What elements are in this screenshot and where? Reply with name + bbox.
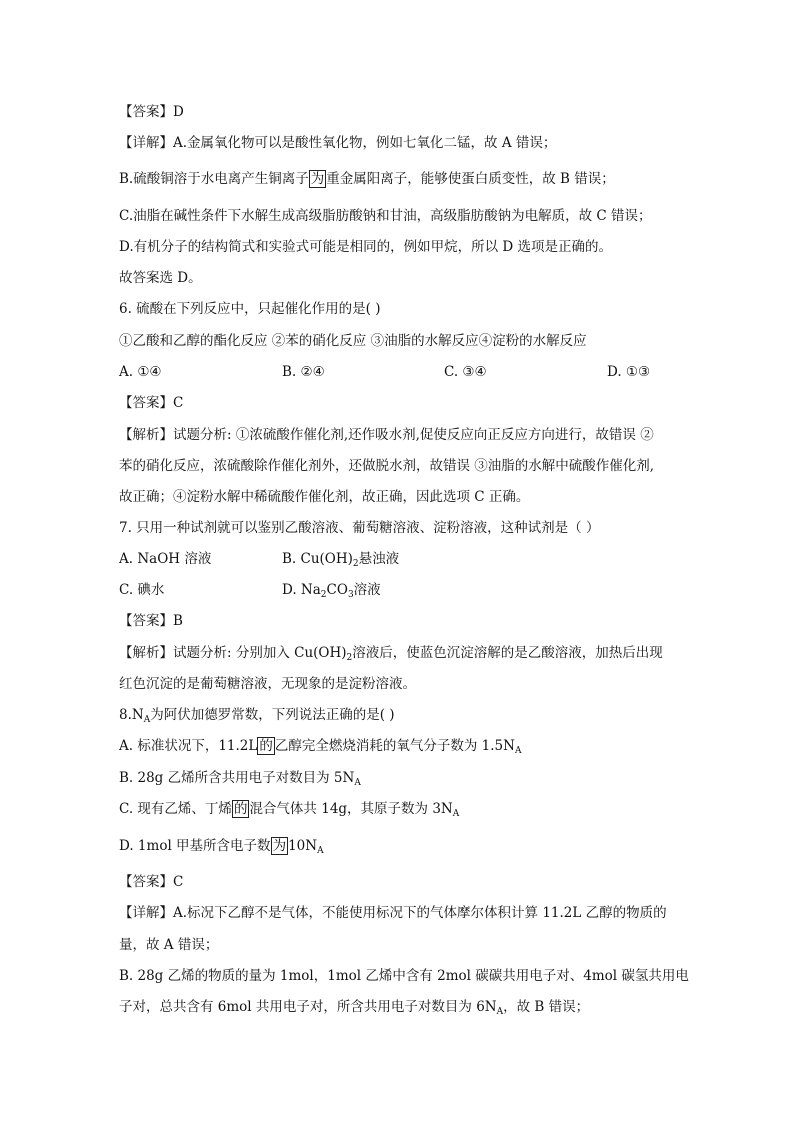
q8-stem-pre: 8.N (119, 707, 144, 723)
q8-option-a (119, 737, 521, 755)
q8-a-sub: A (514, 746, 522, 756)
q7-option-c: C. 碘水 (119, 582, 165, 598)
q8-detail-4 (119, 998, 589, 1016)
q5-detail-d: D.有机分子的结构简式和实验式可能是相同的，例如甲烷，所以 D 选项是正确的。 (119, 239, 613, 255)
q5-detail-b (119, 170, 615, 188)
q8-stem-sub: A (143, 715, 151, 725)
q8-d4-sub: A (496, 1007, 504, 1017)
q8-d-boxed-char: 为 (272, 838, 287, 854)
q7-d-mid: CO (326, 582, 348, 598)
q8-stem-post: 为阿伏加德罗常数，下列说法正确的是( ) (150, 707, 395, 723)
q8-d-post: 10N (288, 838, 318, 854)
q8-c-pre: C. 现有乙烯、丁烯 (119, 801, 232, 817)
q8-option-b (119, 769, 361, 787)
q8-d-sub: A (317, 846, 324, 856)
q7-stem: 7. 只用一种试剂就可以鉴别乙酸溶液、葡萄糖溶液、淀粉溶液，这种试剂是（ ） (119, 520, 600, 536)
q5-answer: 【答案】D (119, 104, 184, 120)
q8-a-boxed-char: 的 (259, 738, 273, 754)
q7-answer: 【答案】B (119, 613, 183, 629)
q8-detail-1: 【详解】A.标况下乙醇不是气体，不能使用标况下的气体摩尔体积计算 11.2L 乙醇的物质的 (119, 905, 667, 921)
q7-analysis-1 (119, 644, 663, 662)
q7-d-pre: D. Na (282, 582, 321, 598)
q6-stem: 6. 硫酸在下列反应中，只起催化作用的是( ) (119, 301, 381, 317)
q5-detail-c: C.油脂在碱性条件下水解生成高级脂肪酸钠和甘油，高级脂肪酸钠为电解质，故 C 错误； (119, 208, 652, 224)
q7-an-pre: 【解析】试题分析: 分别加入 Cu(OH) (119, 645, 347, 661)
q6-analysis-2: 苯的硝化反应，浓硫酸除作催化剂外，还做脱水剂，故错误 ③油脂的水解中硫酸作催化剂, (119, 458, 655, 474)
q5-detail-a: 【详解】A.金属氧化物可以是酸性氧化物，例如七氧化二锰，故 A 错误； (119, 135, 557, 151)
q5-b-post: 重金属阳离子，能够使蛋白质变性，故 B 错误； (326, 171, 615, 187)
q5-b-boxed-char: 为 (310, 171, 325, 187)
q7-d-sub2: 3 (347, 590, 354, 600)
q5-conclusion: 故答案选 D。 (119, 270, 202, 286)
q6-option-d: D. ①③ (607, 364, 651, 380)
q8-answer: 【答案】C (119, 874, 184, 890)
q8-d4-pre: 子对，总共含有 6mol 共用电子对，所含共用电子对数目为 6N (119, 999, 497, 1015)
q8-c-boxed-char: 的 (233, 801, 248, 817)
q6-items: ①乙酸和乙醇的酯化反应 ②苯的硝化反应 ③油脂的水解反应④淀粉的水解反应 (119, 333, 587, 349)
q7-b-pre: B. Cu(OH) (282, 551, 353, 567)
q6-analysis-1: 【解析】试题分析: ①浓硫酸作催化剂,还作吸水剂,促使反应向正反应方向进行，故错误 ② (119, 427, 654, 443)
q7-option-d (282, 581, 381, 599)
q8-stem (119, 706, 395, 724)
q8-a-post: 乙醇完全燃烧消耗的氧气分子数为 1.5N (274, 738, 515, 754)
q7-analysis-2: 红色沉淀的是葡萄糖溶液，无现象的是淀粉溶液。 (119, 676, 416, 692)
q7-b-post: 悬浊液 (358, 551, 400, 567)
q7-d-post: 溶液 (353, 582, 381, 598)
q8-d4-post: ，故 B 错误； (503, 999, 590, 1015)
q8-detail-2: 量，故 A 错误； (119, 937, 219, 953)
q6-option-c: C. ③④ (444, 364, 487, 380)
q8-option-d (119, 837, 324, 855)
q7-b-sub: 2 (352, 559, 359, 569)
q6-analysis-3: 故正确；④淀粉水解中稀硫酸作催化剂，故正确，因此选项 C 正确。 (119, 489, 530, 505)
q6-option-b: B. ②④ (282, 364, 325, 380)
q6-option-a: A. ①④ (119, 364, 162, 380)
q6-answer: 【答案】C (119, 395, 184, 411)
q8-b-sub: A (354, 778, 361, 788)
q8-b-text: B. 28g 乙烯所含共用电子对数目为 5N (119, 770, 355, 786)
q8-detail-3: B. 28g 乙烯的物质的量为 1mol，1mol 乙烯中含有 2mol 碳碳共用电子对、4mol 碳氢共用电 (119, 968, 689, 984)
q8-option-c (119, 800, 459, 818)
q7-option-a: A. NaOH 溶液 (119, 551, 212, 567)
q8-c-sub: A (452, 809, 460, 819)
q7-an-sub: 2 (346, 653, 353, 663)
q7-d-sub1: 2 (320, 590, 327, 600)
q8-a-pre: A. 标准状况下，11.2L (119, 738, 258, 754)
q7-option-b (282, 550, 399, 568)
q7-an-post: 溶液后，使蓝色沉淀溶解的是乙酸溶液，加热后出现 (352, 645, 663, 661)
q8-d-pre: D. 1mol 甲基所含电子数 (119, 838, 271, 854)
q5-b-pre: B.硫酸铜溶于水电离产生铜离子 (119, 171, 309, 187)
q8-c-post: 混合气体共 14g，其原子数为 3N (249, 801, 453, 817)
